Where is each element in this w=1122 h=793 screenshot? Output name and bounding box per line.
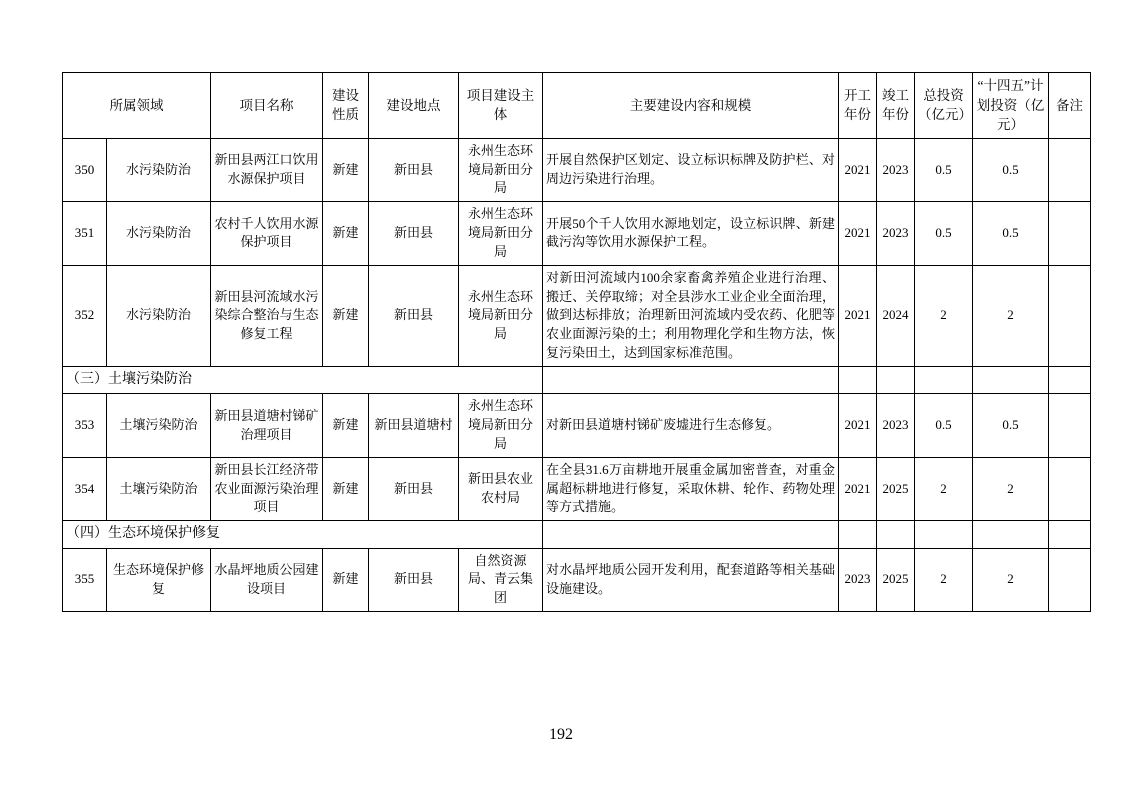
project-table (62, 72, 1091, 612)
header-start-year: 开工年份 (839, 73, 877, 139)
cell-nature: 新建 (323, 202, 369, 266)
cell-plan-investment: 0.5 (973, 394, 1049, 458)
cell-field: 水污染防治 (107, 202, 211, 266)
header-nature: 建设性质 (323, 73, 369, 139)
table-row (63, 457, 1091, 521)
section-blank-remark (1049, 366, 1091, 393)
cell-project-name: 新田县道塘村锑矿治理项目 (211, 394, 323, 458)
cell-remark (1049, 394, 1091, 458)
cell-nature: 新建 (323, 548, 369, 612)
cell-end-year: 2025 (877, 548, 915, 612)
cell-project-name: 新田县河流域水污染综合整治与生态修复工程 (211, 265, 323, 366)
cell-plan-investment: 0.5 (973, 138, 1049, 202)
cell-nature: 新建 (323, 394, 369, 458)
cell-subject: 自然资源局、青云集团 (459, 548, 543, 612)
cell-end-year: 2023 (877, 202, 915, 266)
cell-location: 新田县 (369, 457, 459, 521)
section-blank-remark (1049, 521, 1091, 548)
section-blank-end (877, 366, 915, 393)
cell-start-year: 2021 (839, 138, 877, 202)
cell-content: 对水晶坪地质公园开发利用，配套道路等相关基础设施建设。 (543, 548, 839, 612)
cell-content: 对新田河流域内100余家畜禽养殖企业进行治理、搬迁、关停取缔；对全县涉水工业企业全面治理，做到达标排放；治理新田河流域内受农药、化肥等农业面源污染的土；利用物理化学和生物方法，恢复污染田土，达到国家标准范围。 (543, 265, 839, 366)
cell-end-year: 2024 (877, 265, 915, 366)
cell-seq: 353 (63, 394, 107, 458)
cell-seq: 355 (63, 548, 107, 612)
cell-plan-investment: 0.5 (973, 202, 1049, 266)
cell-nature: 新建 (323, 138, 369, 202)
project-table-container (62, 72, 1083, 612)
section-blank-total (915, 521, 973, 548)
section-title: （四）生态环境保护修复 (63, 521, 543, 548)
section-blank-content (543, 521, 839, 548)
cell-remark (1049, 548, 1091, 612)
section-row (63, 521, 1091, 548)
cell-project-name: 新田县两江口饮用水源保护项目 (211, 138, 323, 202)
cell-total-investment: 2 (915, 265, 973, 366)
header-content: 主要建设内容和规模 (543, 73, 839, 139)
cell-content: 开展50个千人饮用水源地划定，设立标识牌、新建截污沟等饮用水源保护工程。 (543, 202, 839, 266)
cell-location: 新田县 (369, 202, 459, 266)
cell-field: 土壤污染防治 (107, 394, 211, 458)
section-blank-plan (973, 521, 1049, 548)
cell-nature: 新建 (323, 457, 369, 521)
cell-content: 开展自然保护区划定、设立标识标牌及防护栏、对周边污染进行治理。 (543, 138, 839, 202)
cell-subject: 永州生态环境局新田分局 (459, 202, 543, 266)
cell-remark (1049, 457, 1091, 521)
cell-field: 土壤污染防治 (107, 457, 211, 521)
cell-content: 在全县31.6万亩耕地开展重金属加密普查，对重金属超标耕地进行修复，采取休耕、轮作、药物处理等方式措施。 (543, 457, 839, 521)
header-plan-investment: “十四五”计划投资（亿元） (973, 73, 1049, 139)
cell-seq: 351 (63, 202, 107, 266)
section-blank-end (877, 521, 915, 548)
header-remark: 备注 (1049, 73, 1091, 139)
header-end-year: 竣工年份 (877, 73, 915, 139)
cell-start-year: 2021 (839, 265, 877, 366)
table-row (63, 202, 1091, 266)
table-header-row (63, 73, 1091, 139)
cell-subject: 永州生态环境局新田分局 (459, 265, 543, 366)
section-blank-content (543, 366, 839, 393)
section-blank-start (839, 521, 877, 548)
cell-remark (1049, 138, 1091, 202)
cell-plan-investment: 2 (973, 548, 1049, 612)
cell-subject: 新田县农业农村局 (459, 457, 543, 521)
cell-remark (1049, 202, 1091, 266)
cell-remark (1049, 265, 1091, 366)
header-location: 建设地点 (369, 73, 459, 139)
table-row (63, 394, 1091, 458)
cell-seq: 350 (63, 138, 107, 202)
header-total-investment: 总投资（亿元） (915, 73, 973, 139)
table-row (63, 138, 1091, 202)
cell-location: 新田县 (369, 548, 459, 612)
cell-subject: 永州生态环境局新田分局 (459, 138, 543, 202)
cell-project-name: 水晶坪地质公园建设项目 (211, 548, 323, 612)
cell-field: 生态环境保护修复 (107, 548, 211, 612)
cell-location: 新田县 (369, 138, 459, 202)
cell-plan-investment: 2 (973, 265, 1049, 366)
cell-nature: 新建 (323, 265, 369, 366)
cell-end-year: 2023 (877, 394, 915, 458)
header-project-name: 项目名称 (211, 73, 323, 139)
header-subject: 项目建设主体 (459, 73, 543, 139)
cell-plan-investment: 2 (973, 457, 1049, 521)
cell-field: 水污染防治 (107, 138, 211, 202)
table-row (63, 548, 1091, 612)
cell-start-year: 2023 (839, 548, 877, 612)
cell-end-year: 2023 (877, 138, 915, 202)
cell-location: 新田县道塘村 (369, 394, 459, 458)
cell-location: 新田县 (369, 265, 459, 366)
cell-subject: 永州生态环境局新田分局 (459, 394, 543, 458)
section-row (63, 366, 1091, 393)
cell-seq: 352 (63, 265, 107, 366)
cell-total-investment: 0.5 (915, 394, 973, 458)
header-field: 所属领域 (63, 73, 211, 139)
cell-start-year: 2021 (839, 202, 877, 266)
section-blank-plan (973, 366, 1049, 393)
cell-project-name: 农村千人饮用水源保护项目 (211, 202, 323, 266)
cell-seq: 354 (63, 457, 107, 521)
cell-start-year: 2021 (839, 457, 877, 521)
cell-end-year: 2025 (877, 457, 915, 521)
cell-total-investment: 2 (915, 548, 973, 612)
table-body (63, 138, 1091, 611)
cell-project-name: 新田县长江经济带农业面源污染治理项目 (211, 457, 323, 521)
section-blank-total (915, 366, 973, 393)
cell-total-investment: 0.5 (915, 138, 973, 202)
page-number: 192 (549, 726, 573, 743)
cell-total-investment: 2 (915, 457, 973, 521)
cell-content: 对新田县道塘村锑矿废墟进行生态修复。 (543, 394, 839, 458)
section-title: （三）土壤污染防治 (63, 366, 543, 393)
table-row (63, 265, 1091, 366)
cell-total-investment: 0.5 (915, 202, 973, 266)
section-blank-start (839, 366, 877, 393)
cell-field: 水污染防治 (107, 265, 211, 366)
cell-start-year: 2021 (839, 394, 877, 458)
